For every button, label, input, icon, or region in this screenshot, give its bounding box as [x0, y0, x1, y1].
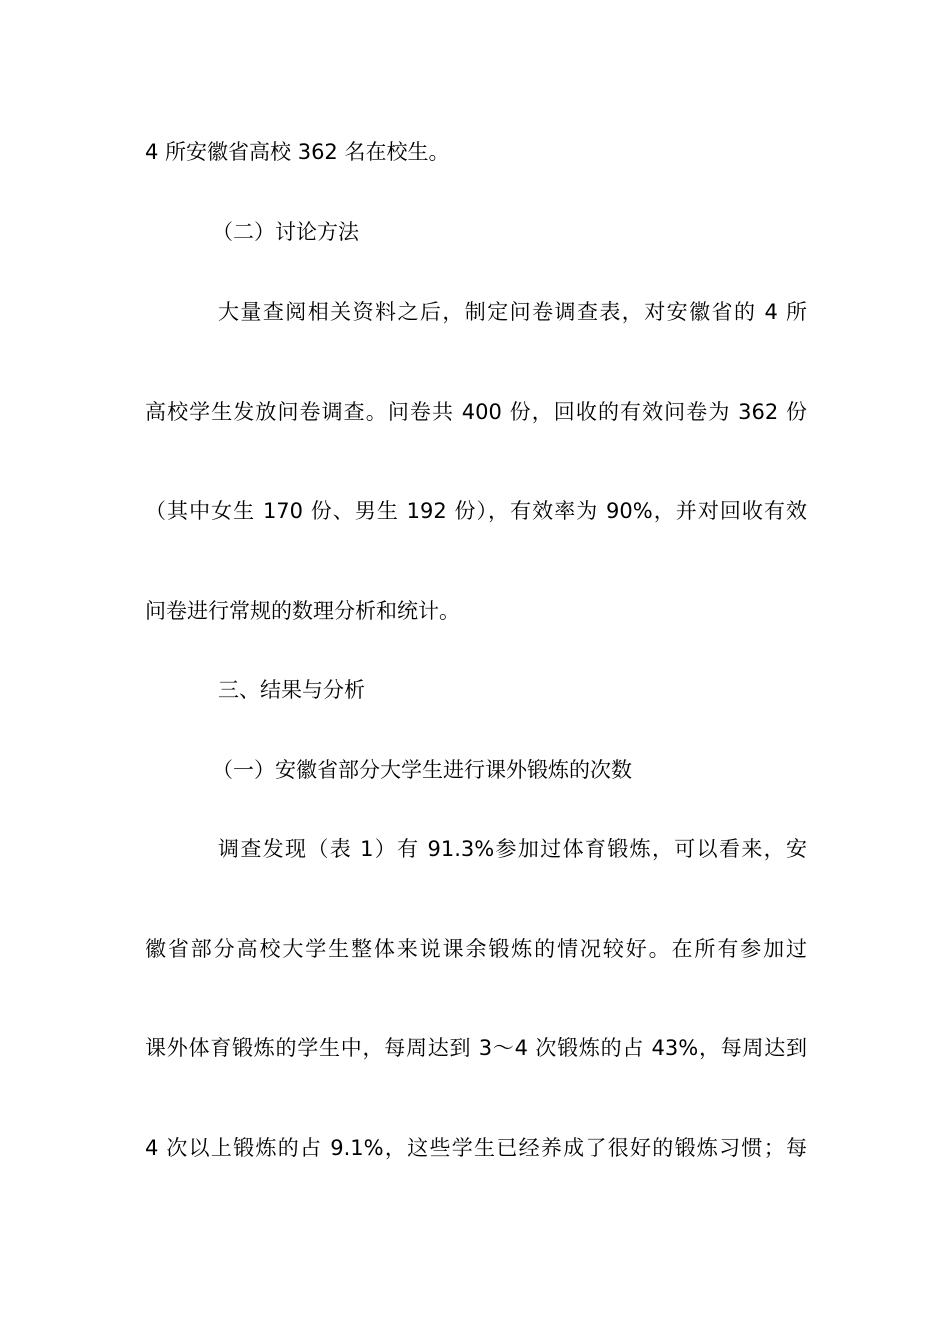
paragraph-line-1: 4 所安徽省高校 362 名在校生。: [145, 140, 450, 164]
paragraph-line-10: 徽省部分高校大学生整体来说课余锻炼的情况较好。在所有参加过: [145, 937, 807, 961]
paragraph-line-6: 问卷进行常规的数理分析和统计。: [145, 599, 460, 623]
section-heading-methods: （二）讨论方法: [212, 220, 359, 244]
paragraph-line-3: 大量查阅相关资料之后，制定问卷调查表，对安徽省的 4 所: [218, 300, 807, 324]
paragraph-line-9: 调查发现（表 1）有 91.3%参加过体育锻炼，可以看来，安: [218, 837, 807, 861]
paragraph-line-4: 高校学生发放问卷调查。问卷共 400 份，回收的有效问卷为 362 份: [145, 400, 807, 424]
paragraph-line-12: 4 次以上锻炼的占 9.1%，这些学生已经养成了很好的锻炼习惯；每: [145, 1136, 807, 1160]
paragraph-line-5: （其中女生 170 份、男生 192 份），有效率为 90%，并对回收有效: [145, 499, 807, 523]
paragraph-line-11: 课外体育锻炼的学生中，每周达到 3～4 次锻炼的占 43%，每周达到: [145, 1036, 807, 1060]
section-heading-exercise-frequency: （一）安徽省部分大学生进行课外锻炼的次数: [212, 758, 632, 782]
section-heading-results: 三、结果与分析: [218, 678, 365, 702]
